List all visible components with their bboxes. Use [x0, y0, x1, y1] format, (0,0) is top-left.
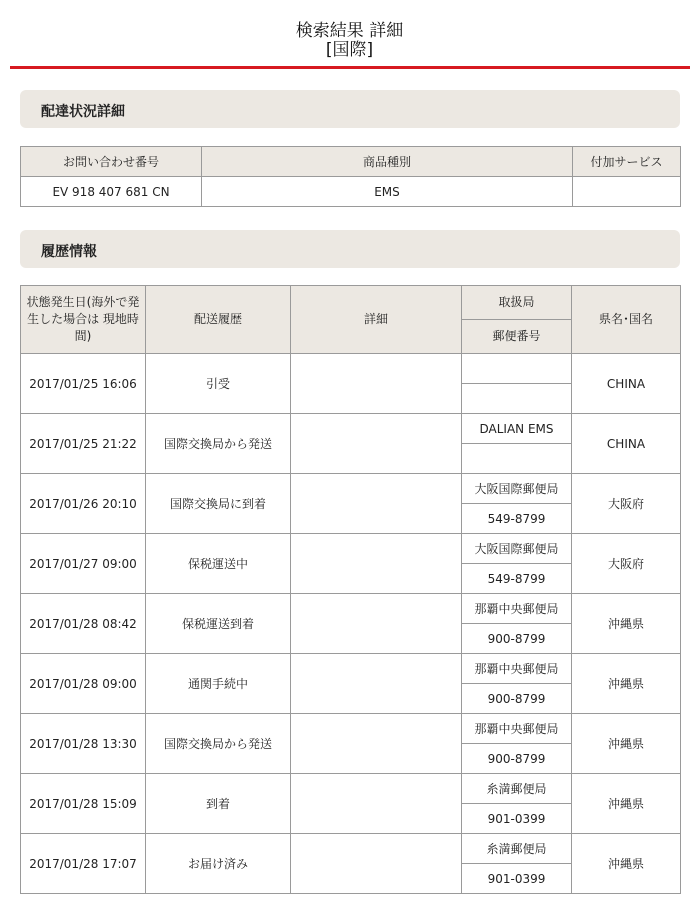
history-row — [21, 414, 681, 444]
delivery-status-table — [20, 146, 681, 207]
history-section-title: 履歴情報 — [41, 244, 97, 260]
history-postal: 900-8799 — [462, 744, 572, 774]
page-title-main: 検索結果 詳細 — [295, 21, 404, 41]
history-region: CHINA — [572, 414, 681, 474]
history-datetime: 2017/01/28 15:09 — [21, 774, 146, 834]
history-datetime: 2017/01/28 09:00 — [21, 654, 146, 714]
header-divider — [10, 66, 690, 69]
delivery-header-row — [21, 147, 681, 177]
history-region: CHINA — [572, 354, 681, 414]
history-region: 沖縄県 — [572, 714, 681, 774]
history-detail — [291, 354, 462, 414]
history-region: 沖縄県 — [572, 774, 681, 834]
header-datetime: 状態発生日(海外で発生した場合は 現地時間) — [21, 286, 146, 354]
history-postal: 900-8799 — [462, 684, 572, 714]
history-detail — [291, 594, 462, 654]
history-row — [21, 354, 681, 384]
history-status: 保税運送中 — [146, 534, 291, 594]
history-office: 糸満郵便局 — [462, 774, 572, 804]
history-row — [21, 654, 681, 684]
history-postal: 900-8799 — [462, 624, 572, 654]
delivery-section-header — [20, 90, 680, 128]
history-section-header — [20, 230, 680, 268]
history-status: お届け済み — [146, 834, 291, 894]
history-detail — [291, 834, 462, 894]
history-office: 那覇中央郵便局 — [462, 714, 572, 744]
history-postal: 901-0399 — [462, 864, 572, 894]
history-detail — [291, 714, 462, 774]
history-datetime: 2017/01/28 17:07 — [21, 834, 146, 894]
history-region: 大阪府 — [572, 534, 681, 594]
history-status: 国際交換局に到着 — [146, 474, 291, 534]
history-status: 通関手続中 — [146, 654, 291, 714]
history-status: 国際交換局から発送 — [146, 414, 291, 474]
history-status: 保税運送到着 — [146, 594, 291, 654]
history-datetime: 2017/01/25 21:22 — [21, 414, 146, 474]
history-status: 引受 — [146, 354, 291, 414]
header-region: 県名･国名 — [572, 286, 681, 354]
history-table — [20, 285, 681, 894]
product-type-value: EMS — [202, 177, 573, 207]
history-office: 那覇中央郵便局 — [462, 594, 572, 624]
history-region: 沖縄県 — [572, 834, 681, 894]
history-postal: 549-8799 — [462, 564, 572, 594]
services-value — [573, 177, 681, 207]
history-detail — [291, 654, 462, 714]
header-office: 取扱局 — [462, 286, 572, 320]
history-office: 那覇中央郵便局 — [462, 654, 572, 684]
history-row — [21, 474, 681, 504]
history-status: 国際交換局から発送 — [146, 714, 291, 774]
history-region: 沖縄県 — [572, 594, 681, 654]
history-region: 沖縄県 — [572, 654, 681, 714]
history-office: 糸満郵便局 — [462, 834, 572, 864]
tracking-number-value: EV 918 407 681 CN — [21, 177, 202, 207]
header-postal: 郵便番号 — [462, 320, 572, 354]
page-title — [0, 22, 699, 60]
history-row — [21, 714, 681, 744]
history-datetime: 2017/01/28 08:42 — [21, 594, 146, 654]
history-row — [21, 594, 681, 624]
history-detail — [291, 534, 462, 594]
history-status: 到着 — [146, 774, 291, 834]
history-postal — [462, 444, 572, 474]
history-detail — [291, 474, 462, 534]
history-office: 大阪国際郵便局 — [462, 534, 572, 564]
history-datetime: 2017/01/28 13:30 — [21, 714, 146, 774]
header-status: 配送履歴 — [146, 286, 291, 354]
history-postal: 901-0399 — [462, 804, 572, 834]
history-header-row — [21, 286, 681, 320]
history-office: 大阪国際郵便局 — [462, 474, 572, 504]
history-office — [462, 354, 572, 384]
history-datetime: 2017/01/25 16:06 — [21, 354, 146, 414]
delivery-section-title: 配達状況詳細 — [41, 104, 125, 120]
header-product-type: 商品種別 — [202, 147, 573, 177]
header-additional-services: 付加サービス — [573, 147, 681, 177]
history-row — [21, 834, 681, 864]
history-row — [21, 774, 681, 804]
header-tracking-number: お問い合わせ番号 — [21, 147, 202, 177]
delivery-data-row — [21, 177, 681, 207]
history-postal: 549-8799 — [462, 504, 572, 534]
history-office: DALIAN EMS — [462, 414, 572, 444]
history-detail — [291, 414, 462, 474]
history-detail — [291, 774, 462, 834]
history-region: 大阪府 — [572, 474, 681, 534]
page-title-sub: [国際] — [325, 40, 374, 60]
history-postal — [462, 384, 572, 414]
history-datetime: 2017/01/27 09:00 — [21, 534, 146, 594]
history-row — [21, 534, 681, 564]
history-datetime: 2017/01/26 20:10 — [21, 474, 146, 534]
header-detail: 詳細 — [291, 286, 462, 354]
